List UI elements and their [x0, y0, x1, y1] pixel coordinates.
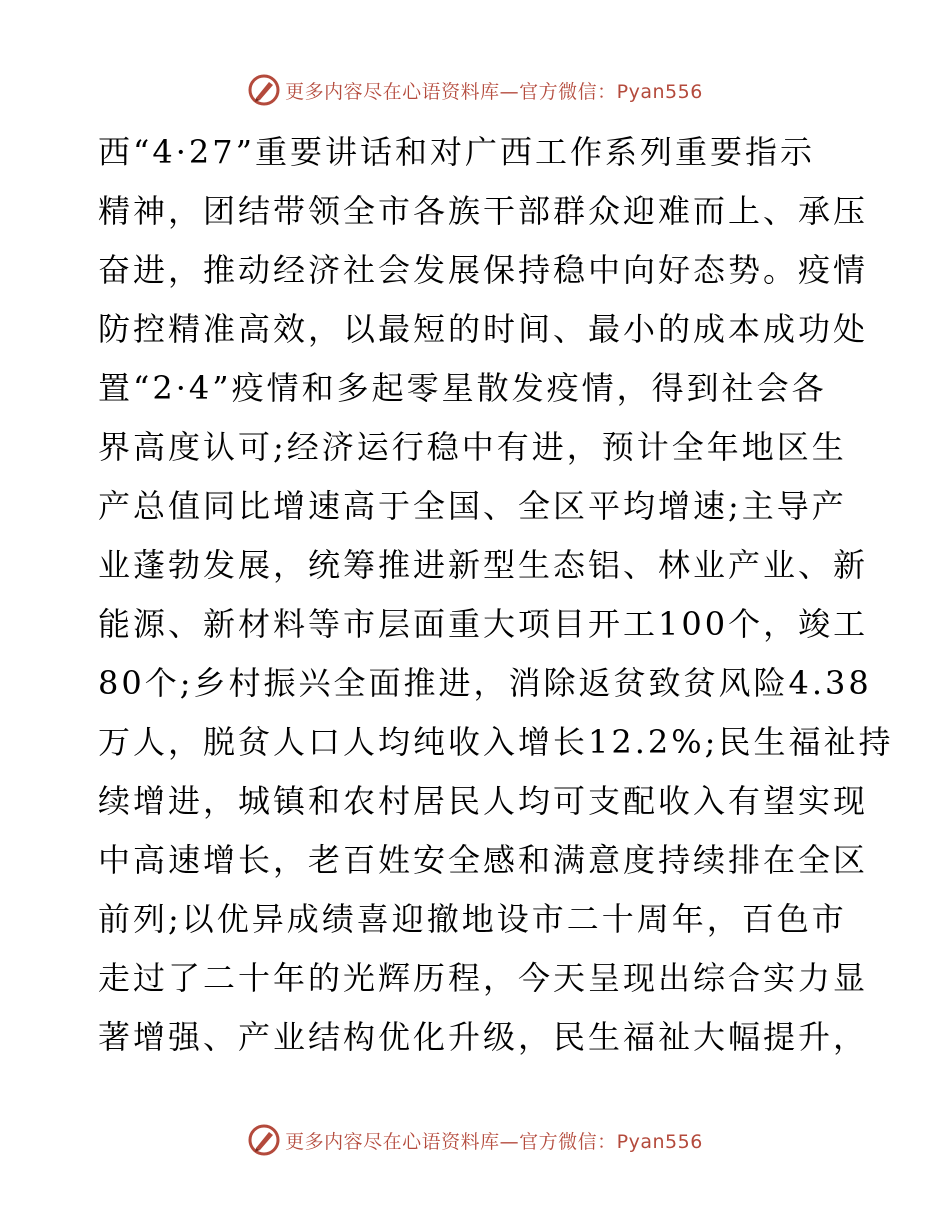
text-line-14: 前列;以优异成绩喜迎撤地设市二十周年，百色市: [98, 900, 847, 938]
text-line-11: 万人，脱贫人口人均纯收入增长12.2%;民生福祉持: [98, 723, 894, 761]
text-line-3: 奋进，推动经济社会发展保持稳中向好态势。疫情: [98, 251, 869, 289]
text-line-10: 80个;乡村振兴全面推进，消除返贫致贫风险4.38: [98, 664, 872, 702]
text-line-13: 中高速增长，老百姓安全感和满意度持续排在全区: [98, 841, 869, 879]
text-line-2: 精神，团结带领全市各族干部群众迎难而上、承压: [98, 192, 869, 230]
pen-circle-logo-icon: [247, 73, 281, 107]
document-body: [98, 123, 894, 1067]
text-line-7: 产总值同比增速高于全国、全区平均增速;主导产: [98, 487, 847, 525]
footer-watermark: [0, 1120, 950, 1160]
text-line-15: 走过了二十年的光辉历程，今天呈现出综合实力显: [98, 959, 869, 997]
text-line-16: 著增强、产业结构优化升级，民生福祉大幅提升，: [98, 1018, 869, 1056]
header-watermark-text: 更多内容尽在心语资料库—官方微信：Pyan556: [285, 80, 703, 103]
header-watermark: [0, 70, 950, 110]
text-line-5: 置“2·4”疫情和多起零星散发疫情，得到社会各: [98, 369, 827, 407]
pen-circle-logo-icon: [247, 1123, 281, 1157]
text-line-1: 西“4·27”重要讲话和对广西工作系列重要指示: [98, 133, 815, 171]
text-line-12: 续增进，城镇和农村居民人均可支配收入有望实现: [98, 782, 869, 820]
text-line-6: 界高度认可;经济运行稳中有进，预计全年地区生: [98, 428, 847, 466]
text-line-4: 防控精准高效，以最短的时间、最小的成本成功处: [98, 310, 869, 348]
text-line-9: 能源、新材料等市层面重大项目开工100个，竣工: [98, 605, 869, 643]
text-line-8: 业蓬勃发展，统筹推进新型生态铝、林业产业、新: [98, 546, 869, 584]
footer-watermark-text: 更多内容尽在心语资料库—官方微信：Pyan556: [285, 1130, 703, 1153]
